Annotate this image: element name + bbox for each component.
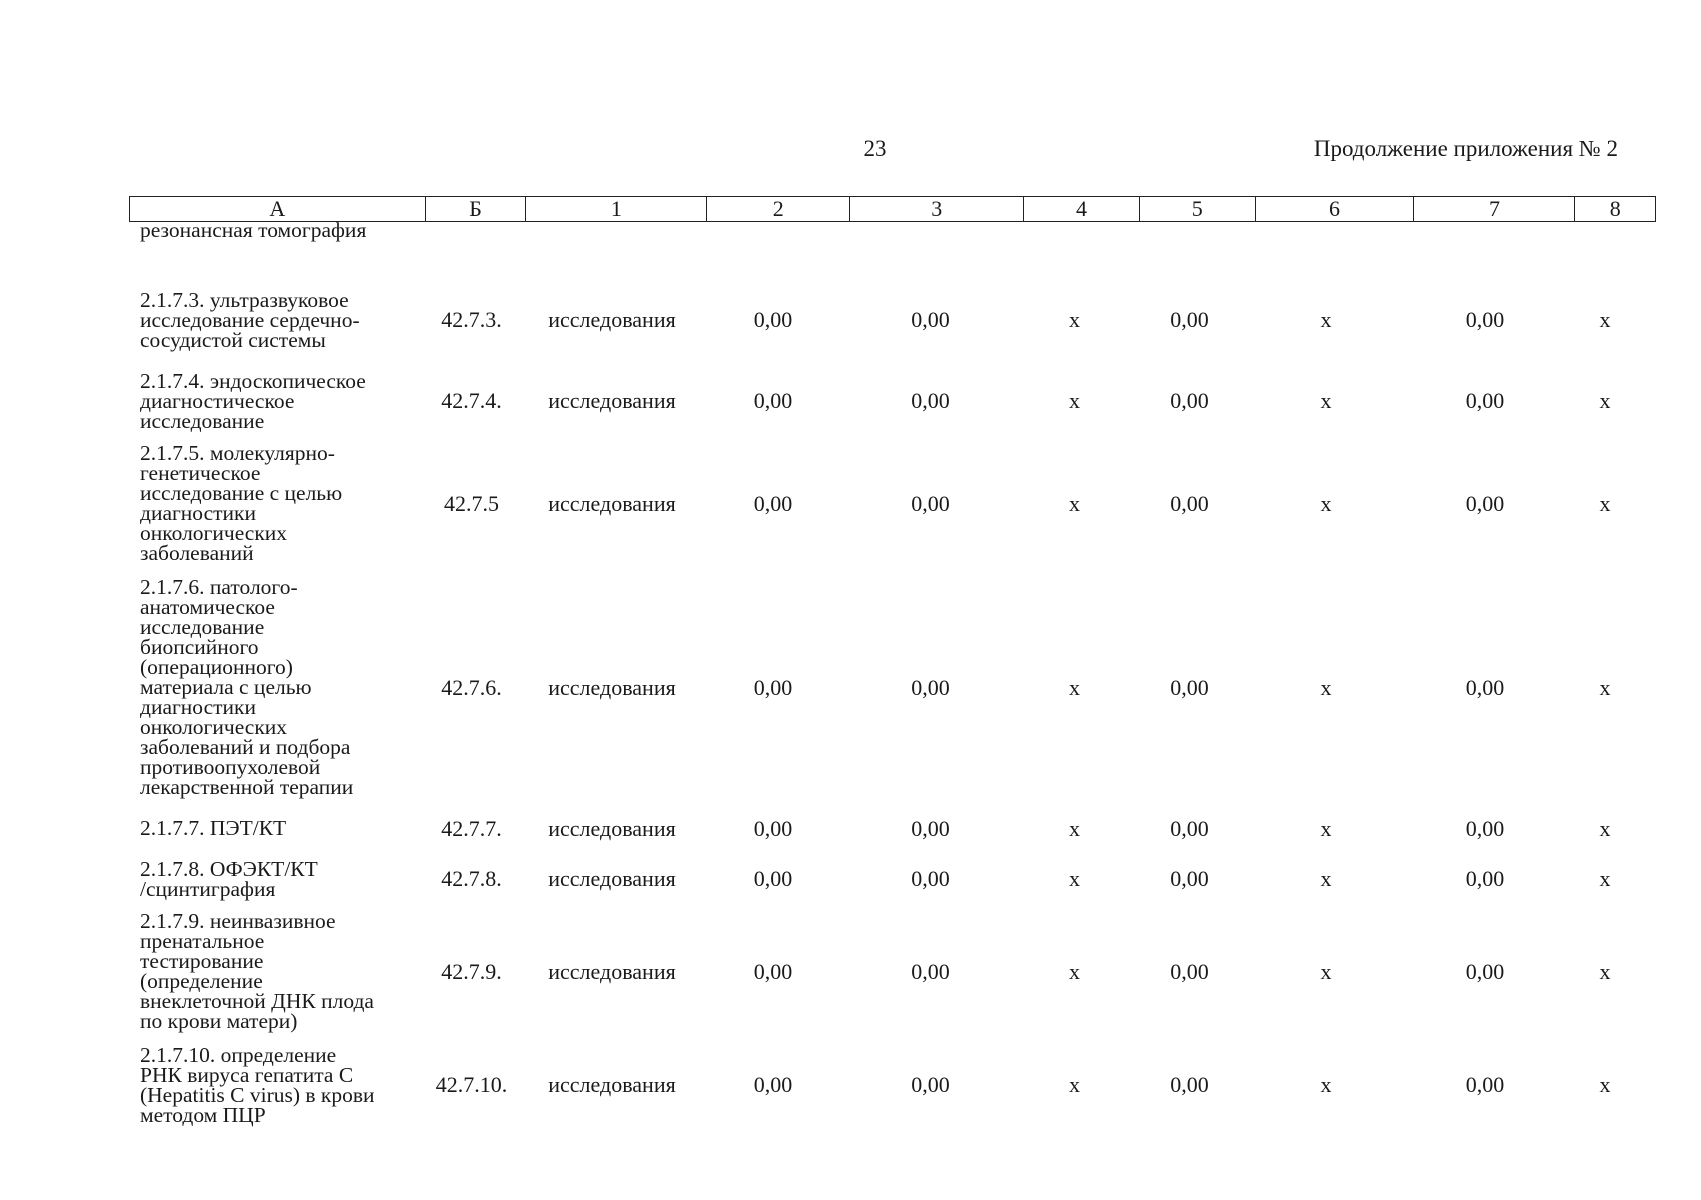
row-value-col3: 0,00: [911, 866, 950, 891]
row-value-col2: 0,00: [753, 866, 793, 891]
row-unit: исследования: [548, 388, 676, 413]
row-mark-col8: x: [1599, 388, 1611, 413]
row-code: 42.7.10.: [435, 1072, 508, 1097]
row-mark-col4: x: [1069, 388, 1080, 413]
row-name: 2.1.7.7. ПЭТ/КТ: [140, 816, 287, 840]
row-code: 42.7.7.: [441, 816, 502, 841]
row-value-col5: 0,00: [1170, 307, 1209, 332]
row-mark-col4: x: [1069, 675, 1080, 700]
row-value-col7: 0,00: [1465, 491, 1505, 516]
row-mark-col8: x: [1599, 675, 1611, 700]
row-value-col7: 0,00: [1465, 388, 1505, 413]
column-header-8: 8: [1575, 197, 1656, 222]
row-code: 42.7.6.: [441, 675, 502, 700]
row-value-col7: 0,00: [1465, 866, 1505, 891]
column-header-5: 5: [1139, 197, 1255, 222]
row-mark-col8: x: [1599, 866, 1611, 891]
row-mark-col6: x: [1320, 816, 1332, 841]
row-mark-col8: x: [1599, 307, 1611, 332]
row-mark-col6: x: [1320, 675, 1332, 700]
row-value-col7: 0,00: [1465, 675, 1505, 700]
row-unit: исследования: [548, 675, 676, 700]
row-mark-col4: x: [1069, 816, 1080, 841]
row-value-col2: 0,00: [753, 816, 793, 841]
column-header-3: 3: [850, 197, 1024, 222]
column-header-a: А: [130, 197, 426, 222]
row-code: 42.7.9.: [441, 959, 502, 984]
row-mark-col6: x: [1320, 491, 1332, 516]
row-value-col3: 0,00: [911, 307, 950, 332]
row-name: 2.1.7.4. эндоскопическое диагностическое исследование: [140, 369, 366, 433]
row-mark-col6: x: [1320, 388, 1332, 413]
row-unit: исследования: [548, 866, 676, 891]
row-value-col3: 0,00: [911, 388, 950, 413]
row-value-col2: 0,00: [753, 388, 793, 413]
row-value-col3: 0,00: [911, 675, 950, 700]
column-header-2: 2: [707, 197, 850, 222]
row-value-col7: 0,00: [1465, 816, 1505, 841]
row-mark-col4: x: [1069, 866, 1080, 891]
column-header-7: 7: [1414, 197, 1575, 222]
row-unit: исследования: [548, 1072, 676, 1097]
row-value-col5: 0,00: [1170, 675, 1209, 700]
row-value-col5: 0,00: [1170, 1072, 1209, 1097]
row-code: 42.7.4.: [441, 388, 502, 413]
row-mark-col4: x: [1069, 1072, 1080, 1097]
row-value-col7: 0,00: [1465, 307, 1505, 332]
row-value-col2: 0,00: [753, 675, 793, 700]
row-mark-col6: x: [1320, 307, 1332, 332]
row-mark-col6: x: [1320, 1072, 1332, 1097]
row-mark-col6: x: [1320, 959, 1332, 984]
row-value-col5: 0,00: [1170, 959, 1209, 984]
row-mark-col4: x: [1069, 959, 1080, 984]
appendix-title: Продолжение приложения № 2: [1313, 136, 1618, 161]
row-value-col5: 0,00: [1170, 491, 1209, 516]
row-code: 42.7.8.: [441, 866, 502, 891]
continuation-text: резонансная томография: [140, 218, 367, 242]
row-value-col5: 0,00: [1170, 816, 1209, 841]
row-value-col2: 0,00: [753, 307, 793, 332]
row-mark-col8: x: [1599, 491, 1611, 516]
row-value-col7: 0,00: [1465, 1072, 1505, 1097]
row-mark-col4: x: [1069, 491, 1080, 516]
row-mark-col8: x: [1599, 1072, 1611, 1097]
column-header-6: 6: [1255, 197, 1414, 222]
row-code: 42.7.5: [444, 491, 499, 516]
column-header-b: Б: [425, 197, 526, 222]
row-unit: исследования: [548, 307, 676, 332]
row-name: 2.1.7.6. патолого- анатомическое исследование биопсийного (операционного) материала с целью диагностики онкологических заболеваний и подбора противоопухолевой лекарственной терапии: [140, 575, 354, 799]
row-value-col5: 0,00: [1170, 866, 1209, 891]
row-value-col3: 0,00: [911, 491, 950, 516]
row-value-col3: 0,00: [911, 959, 950, 984]
row-mark-col6: x: [1320, 866, 1332, 891]
row-mark-col8: x: [1599, 959, 1611, 984]
row-value-col2: 0,00: [753, 491, 793, 516]
row-name: 2.1.7.9. неинвазивное пренатальное тестирование (определение внеклеточной ДНК плода по крови матери): [140, 909, 374, 1033]
column-header-1: 1: [526, 197, 707, 222]
row-name: 2.1.7.10. определение РНК вируса гепатита С (Hepatitis C virus) в крови методом ПЦР: [140, 1043, 375, 1127]
page-number: 23: [863, 136, 887, 161]
row-unit: исследования: [548, 491, 676, 516]
row-name: 2.1.7.5. молекулярно- генетическое исследование с целью диагностики онкологических заболеваний: [140, 441, 343, 565]
row-name: 2.1.7.3. ультразвуковое исследование сердечно- сосудистой системы: [140, 288, 360, 352]
row-mark-col8: x: [1599, 816, 1611, 841]
row-value-col2: 0,00: [753, 959, 793, 984]
row-name: 2.1.7.8. ОФЭКТ/КТ /сцинтиграфия: [140, 857, 318, 901]
row-code: 42.7.3.: [441, 307, 502, 332]
row-value-col5: 0,00: [1170, 388, 1209, 413]
row-unit: исследования: [548, 816, 676, 841]
row-mark-col4: x: [1069, 307, 1080, 332]
row-value-col3: 0,00: [911, 816, 950, 841]
row-unit: исследования: [548, 959, 676, 984]
row-value-col7: 0,00: [1465, 959, 1505, 984]
column-header-4: 4: [1024, 197, 1140, 222]
row-value-col3: 0,00: [911, 1072, 950, 1097]
row-value-col2: 0,00: [753, 1072, 793, 1097]
